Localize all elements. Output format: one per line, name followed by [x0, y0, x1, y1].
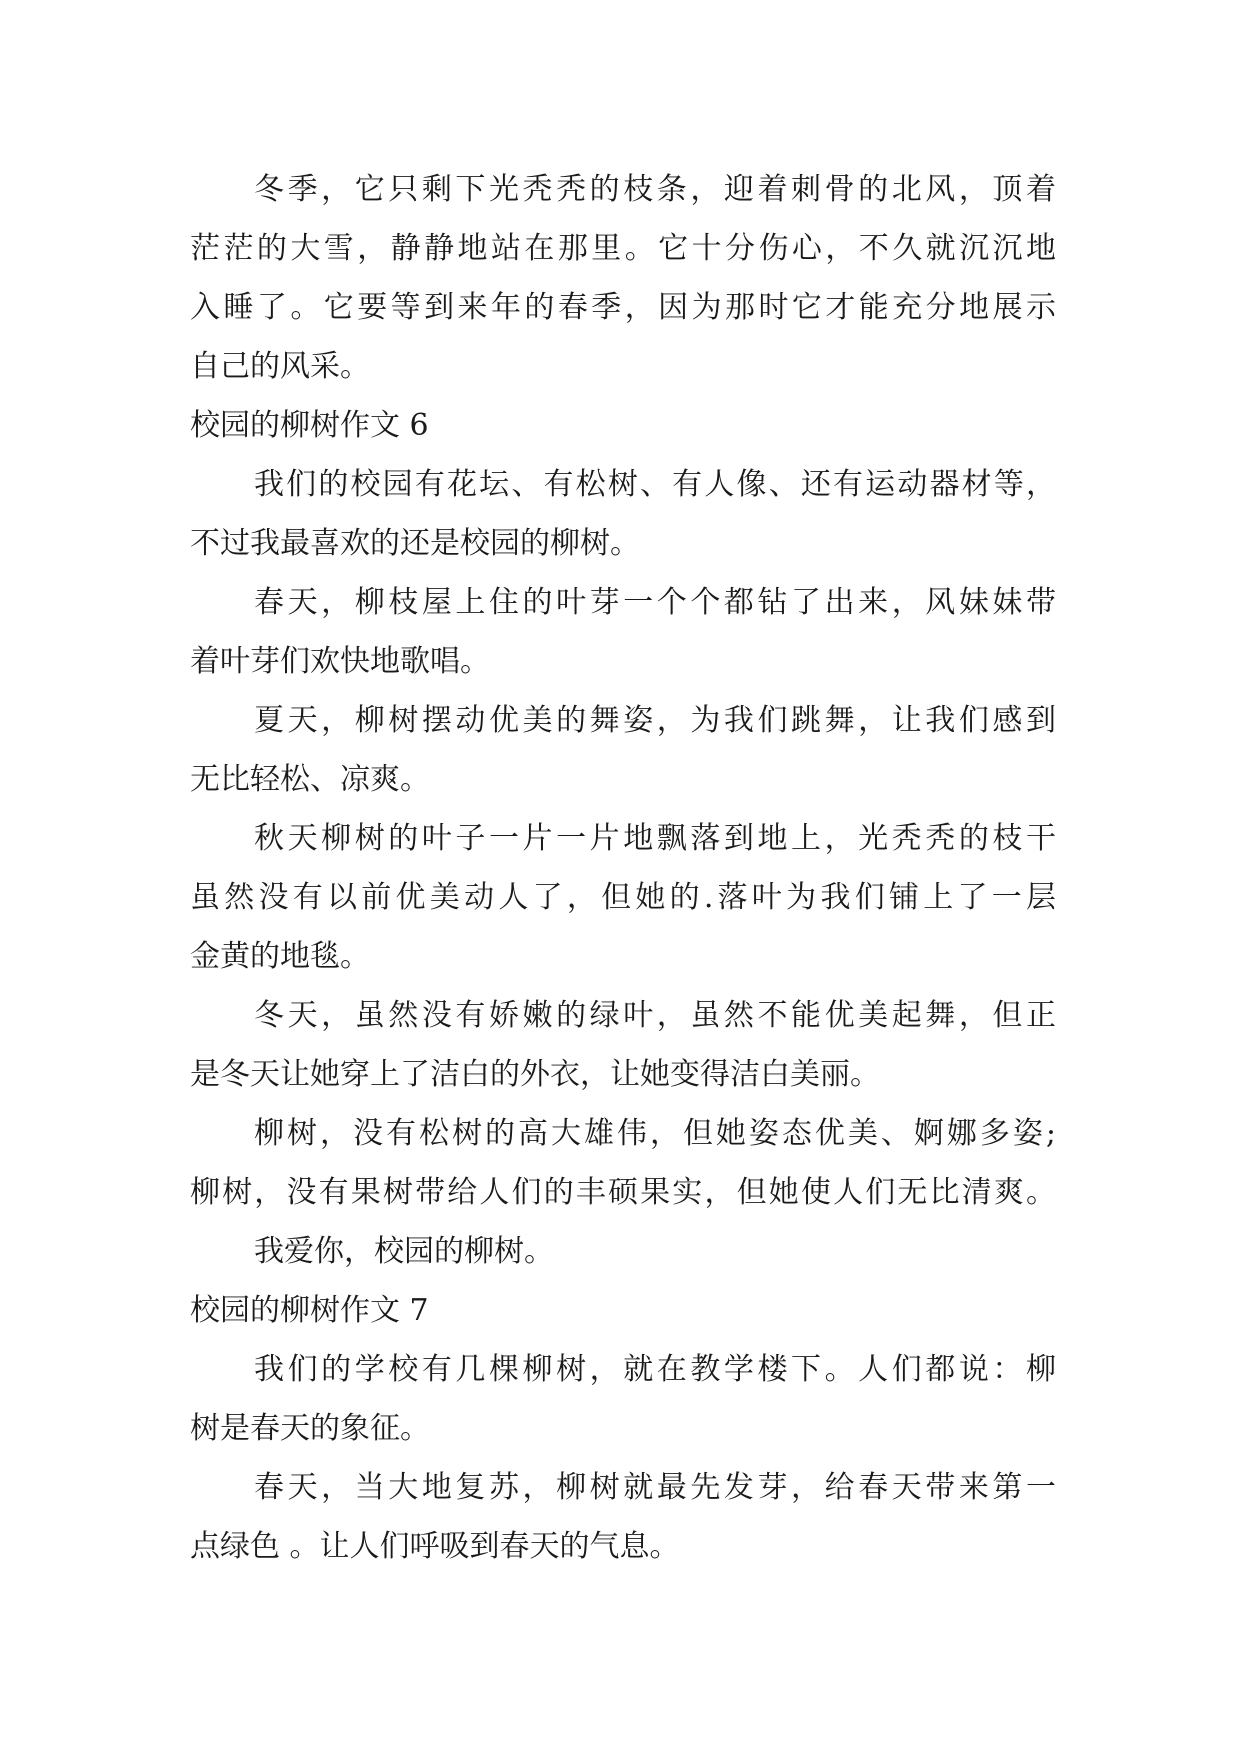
paragraph-line: 我们的学校有几棵柳树，就在教学楼下。人们都说：柳 [254, 1352, 1056, 1387]
paragraph-line: 我们的校园有花坛、有松树、有人像、还有运动器材等， [254, 467, 1056, 502]
document-page [190, 160, 1056, 1576]
paragraph-line: 点绿色 。让人们呼吸到春天的气息。 [190, 1529, 680, 1564]
paragraph-line: 无比轻松、凉爽。 [190, 762, 430, 797]
section-heading-6: 校园的柳树作文 6 [190, 408, 429, 443]
paragraph-line: 春天，柳枝屋上住的叶芽一个个都钻了出来，风妹妹带 [254, 585, 1056, 620]
paragraph-line: 虽然没有以前优美动人了，但她的.落叶为我们铺上了一层 [190, 880, 1056, 915]
paragraph-line: 着叶芽们欢快地歌唱。 [190, 644, 490, 679]
paragraph-line: 茫茫的大雪，静静地站在那里。它十分伤心，不久就沉沉地 [190, 231, 1056, 266]
paragraph-line: 柳树，没有松树的高大雄伟，但她姿态优美、婀娜多姿; [254, 1116, 1056, 1151]
paragraph-line: 冬季，它只剩下光秃秃的枝条，迎着刺骨的北风，顶着 [254, 172, 1056, 207]
section-heading-7: 校园的柳树作文 7 [190, 1293, 429, 1328]
paragraph-line: 不过我最喜欢的还是校园的柳树。 [190, 526, 640, 561]
paragraph-line: 树是春天的象征。 [190, 1411, 430, 1446]
paragraph-line: 我爱你，校园的柳树。 [254, 1234, 554, 1269]
paragraph-line: 自己的风采。 [190, 349, 370, 384]
paragraph-line: 入睡了。它要等到来年的春季，因为那时它才能充分地展示 [190, 290, 1056, 325]
paragraph-line: 秋天柳树的叶子一片一片地飘落到地上，光秃秃的枝干 [254, 821, 1056, 856]
paragraph-line: 是冬天让她穿上了洁白的外衣，让她变得洁白美丽。 [190, 1057, 880, 1092]
paragraph-line: 金黄的地毯。 [190, 939, 370, 974]
paragraph-line: 冬天，虽然没有娇嫩的绿叶，虽然不能优美起舞，但正 [254, 998, 1056, 1033]
paragraph-line: 柳树，没有果树带给人们的丰硕果实，但她使人们无比清爽。 [190, 1175, 1056, 1210]
paragraph-line: 春天，当大地复苏，柳树就最先发芽，给春天带来第一 [254, 1470, 1056, 1505]
paragraph-line: 夏天，柳树摆动优美的舞姿，为我们跳舞，让我们感到 [254, 703, 1056, 738]
